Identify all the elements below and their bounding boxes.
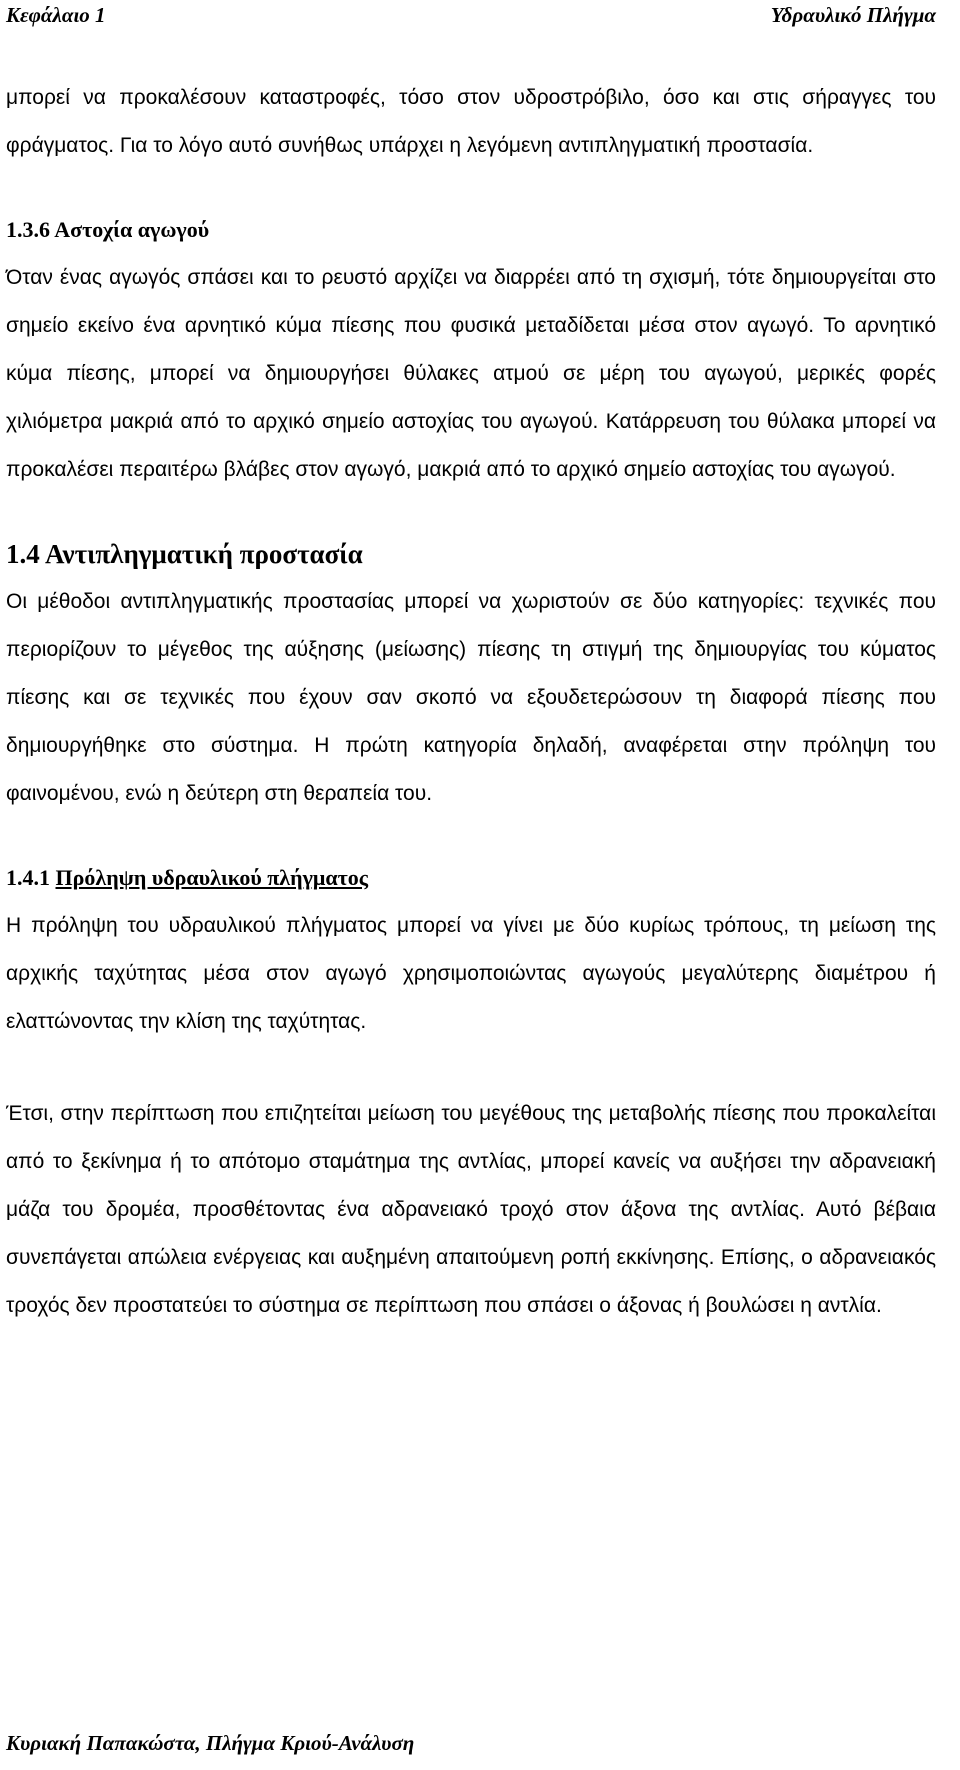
paragraph-continuation: μπορεί να προκαλέσουν καταστροφές, τόσο στον υδροστρόβιλο, όσο και στις σήραγγες του φράγματος. Για το λόγο αυτό συνήθως υπάρχει η λεγόμενη αντιπληγματική προστασία.: [6, 86, 936, 157]
running-title: Υδραυλικό Πλήγμα: [770, 3, 936, 27]
page-footer: Κυριακή Παπακώστα, Πλήγμα Κριού-Ανάλυση: [6, 1731, 415, 1755]
section-heading-1-4: 1.4 Αντιπληγματική προστασία: [6, 539, 363, 569]
spacer: [6, 1046, 936, 1090]
paragraph-pipe-failure: Όταν ένας αγωγός σπάσει και το ρευστό αρχίζει να διαρρέει από τη σχισμή, τότε δημιουργείται στο σημείο εκείνο ένα αρνητικό κύμα πίεσης που φυσικά μεταδίδεται μέσα στον αγωγό. Το αρνητικό κύμα πίεσης, μπορεί να δημιουργήσει θύλακες ατμού σε μέρη του αγωγού, μερικές φορές χιλιόμετρα μακριά από το αρχικό σημείο αστοχίας του αγωγού. Κατάρρευση του θύλακα μπορεί να προκαλέσει περαιτέρω βλάβες στον αγωγό, μακριά από το αρχικό σημείο αστοχίας του αγωγού.: [6, 266, 936, 481]
page-body: [6, 74, 936, 1330]
paragraph-protection-methods: Οι μέθοδοι αντιπληγματικής προστασίας μπορεί να χωριστούν σε δύο κατηγορίες: τεχνικές που περιορίζουν το μέγεθος της αύξησης (μείωσης) πίεσης τη στιγμή της δημιουργίας του κύματος πίεσης και σε τεχνικές που έχουν σαν σκοπό να εξουδετερώσουν τη διαφορά πίεσης που δημιουργήθηκε στο σύστημα. Η πρώτη κατηγορία δηλαδή, αναφέρεται στην πρόληψη του φαινομένου, ενώ η δεύτερη στη θεραπεία του.: [6, 590, 936, 805]
section-heading-1-3-6: 1.3.6 Αστοχία αγωγού: [6, 217, 210, 242]
section-title: Πρόληψη υδραυλικού πλήγματος: [55, 865, 369, 890]
spacer: [6, 170, 936, 206]
chapter-label: Κεφάλαιο 1: [6, 3, 106, 27]
paragraph-flywheel: Έτσι, στην περίπτωση που επιζητείται μείωση του μεγέθους της μεταβολής πίεσης που προκαλείται από το ξεκίνημα ή το απότομο σταμάτημα της αντλίας, μπορεί κανείς να αυξήσει την αδρανειακή μάζα του δρομέα, προσθέτοντας ένα αδρανειακό τροχό στον άξονα της αντλίας. Αυτό βέβαια συνεπάγεται απώλεια ενέργειας και αυξημένη απαιτούμενη ροπή εκκίνησης. Επίσης, ο αδρανειακός τροχός δεν προστατεύει το σύστημα σε περίπτωση που σπάσει ο άξονας ή βουλώσει η αντλία.: [6, 1102, 936, 1317]
paragraph-prevention: Η πρόληψη του υδραυλικού πλήγματος μπορεί να γίνει με δύο κυρίως τρόπους, τη μείωση της αρχικής ταχύτητας μέσα στον αγωγό χρησιμοποιώντας αγωγούς μεγαλύτερης διαμέτρου ή ελαττώνοντας την κλίση της ταχύτητας.: [6, 914, 936, 1033]
page-header: [6, 0, 936, 30]
section-heading-1-4-1: [6, 854, 936, 902]
spacer: [6, 494, 936, 530]
spacer: [6, 818, 936, 854]
section-number: 1.4.1: [6, 865, 56, 890]
